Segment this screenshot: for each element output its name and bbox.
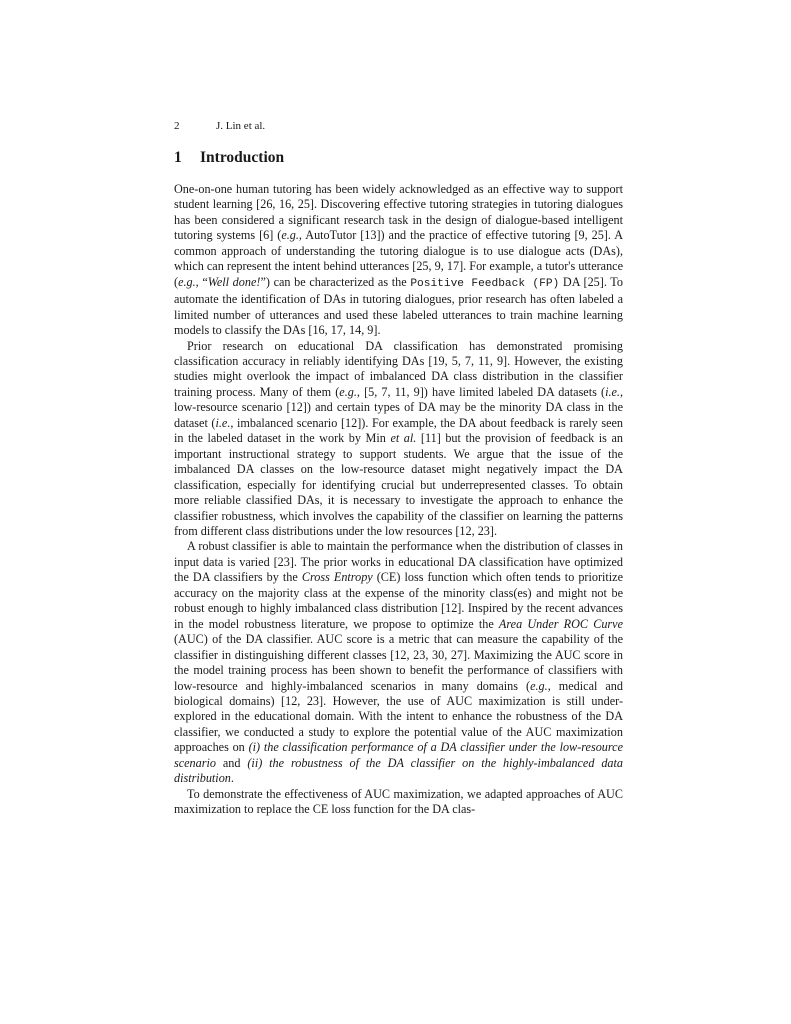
text-run: “ [198,274,208,289]
paragraph-3 [174,539,623,786]
italic-abbrev: e.g., [281,228,302,243]
page-number: 2 [174,120,180,132]
italic-quote: Well done! [207,274,261,289]
text-run: and [215,755,248,770]
text-run: [11] but the provision of feedback is an important instructional strategy to support students. We argue that the issue of the imbalanced DA classes on the low-resource dataset might negatively impact the DA classification, especially for identifying crucial but underrepresented classes. To obtain more reliable classified DAs, it is necessary to investigate the approach to enhance the classifier robustness, which involves the capability of the classifier on learning the patterns from different class distributions under the low resources [12, 23]. [174,431,623,538]
italic-term: Cross Entropy [301,570,373,585]
text-run: low-resource scenario [12]) and certain types of DA may be the minority DA class in the dataset ( [174,400,623,430]
italic-goal: (i) the classification performance of a DA classifier under the low-resource scenario [174,740,623,770]
text-run: A robust classifier is able to maintain the performance when the distribution of classes in input data is varied [23]. The prior works in educational DA classification have optimized the DA classifiers by the [174,539,623,585]
text-run: (AUC) of the DA classifier. AUC score is a metric that can measure the capability of the classifier in distinguishing different classes [12, 23, 30, 27]. Maximizing the AUC score in the model training process has been shown to benefit the performance of classifiers with low-resource and highly-imbalanced scenarios in many domains ( [174,632,623,693]
section-number: 1 [174,149,182,166]
text-run: imbalanced scenario [12]). For example, the DA about feedback is rarely seen in the labeled dataset in the work by Min [174,415,623,446]
text-run: DA [25]. To automate the identification of DAs in tutoring dialogues, prior research has often labeled a limited number of utterances and used these labeled utterances to train machine learning models to classify the DAs [16, 17, 14, 9]. [174,274,623,338]
text-run: Prior research on educational DA classification has demonstrated promising classification accuracy in reliably identifying DAs [19, 5, 7, 11, 9]. However, the existing studies might overlook the impact of imbalanced DA class distribution in the classifier training process. Many of them ( [174,338,623,399]
text-run: medical and biological domains) [12, 23]. However, the use of AUC maximization is still under-explored in the educational domain. With the intent to enhance the robustness of the DA classifier, we conducted a study to explore the potential value of the AUC maximization approaches on [174,678,623,755]
italic-abbrev: e.g., [530,678,551,693]
paragraph-4 [174,787,623,818]
text-run: (CE) loss function which often tends to prioritize accuracy on the majority class at the expense of the minority class(es) and might not be robust enough to highly imbalanced class distribution [12]. Inspired by the recent advances in the model robustness literature, we propose to optimize the [174,570,623,631]
text-run: . [230,771,234,786]
paragraph-1 [174,182,623,339]
section-title: Introduction [200,149,285,166]
text-run: ”) can be characterized as the [260,274,411,289]
running-header [174,119,265,133]
text-run: One-on-one human tutoring has been widely acknowledged as an effective way to support student learning [26, 16, 25]. Discovering effective tutoring strategies in tutoring dialogues has been considered a significant research task in the design of dialogue-based intelligent tutoring systems [6] ( [174,182,623,243]
text-run: [5, 7, 11, 9]) have limited labeled DA datasets ( [359,384,606,399]
body-text [174,182,623,818]
text-run: AutoTutor [13]) and the practice of effective tutoring [9, 25]. A common approach of understanding the tutoring dialogue is to use dialogue acts (DAs), which can represent the intent behind utterances [25, 9, 17]. For example, a tutor's utterance ( [174,228,623,289]
paragraph-2 [174,339,623,540]
italic-goal: (ii) the robustness of the DA classifier on the highly-imbalanced data distribution [174,755,623,786]
running-head-authors: J. Lin et al. [216,120,266,132]
code-term: Positive Feedback (FP) [410,277,560,290]
italic-abbrev: et al. [390,431,417,446]
italic-abbrev: i.e., [215,415,234,430]
italic-abbrev: e.g., [178,274,199,289]
italic-abbrev: i.e., [605,384,623,399]
italic-abbrev: e.g., [339,384,360,399]
section-heading [174,148,284,168]
text-run: To demonstrate the effectiveness of AUC maximization, we adapted approaches of AUC maximization to replace the CE loss function for the DA clas- [174,786,623,817]
italic-term: Area Under ROC Curve [498,616,623,631]
